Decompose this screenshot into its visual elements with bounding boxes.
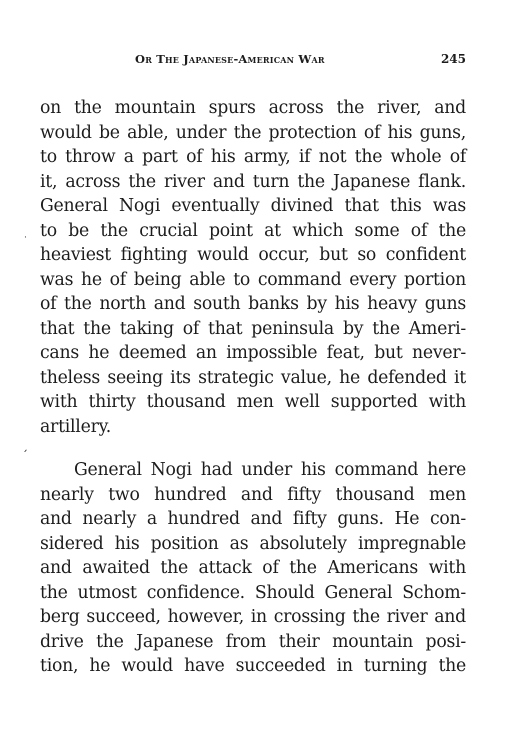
text-line: tion, he would have succeeded in turning the [40,656,466,676]
text-line: nearly two hundred and fifty thousand men [40,484,466,505]
text-line: was he of being able to command every portion [40,269,466,290]
text-line: drive the Japanese from their mountain posi- [40,631,466,652]
body-text [40,96,466,679]
page-number: 245 [440,52,466,66]
text-line: that the taking of that peninsula by the Ameri- [40,318,466,339]
margin-speck: · [24,233,27,243]
text-line: and awaited the attack of the Americans with [40,558,466,578]
text-line: would be able, under the protection of his guns, [40,122,466,143]
text-line: to be the crucial point at which some of the [40,220,466,241]
text-line: the utmost confidence. Should General Schom- [40,582,466,603]
text-line: berg succeed, however, in crossing the river and [40,607,466,627]
text-line: sidered his position as absolutely impregnable [40,533,466,554]
running-title: Or The Japanese-American War [135,52,325,66]
paragraph-2 [40,458,466,679]
paragraph-1 [40,96,466,439]
text-line: theless seeing its strategic value, he defended it [40,367,466,388]
text-line: heaviest fighting would occur, but so confident [40,245,466,265]
running-head [40,52,466,72]
text-line: with thirty thousand men well supported with [40,392,466,412]
text-line: and nearly a hundred and fifty guns. He con- [40,509,466,529]
text-line: of the north and south banks by his heavy guns [40,294,466,314]
margin-tick: ˏ [22,438,28,452]
text-line: on the mountain spurs across the river, and [40,98,466,118]
text-line: General Nogi had under his command here [74,460,466,480]
paragraph-gap [40,439,466,458]
text-line: cans he deemed an impossible feat, but never- [40,343,466,363]
text-line: artillery. [40,416,112,437]
text-line: it, across the river and turn the Japanese flank. [40,171,466,192]
text-line: General Nogi eventually divined that this was [40,196,466,216]
text-line: to throw a part of his army, if not the whole of [40,147,466,167]
